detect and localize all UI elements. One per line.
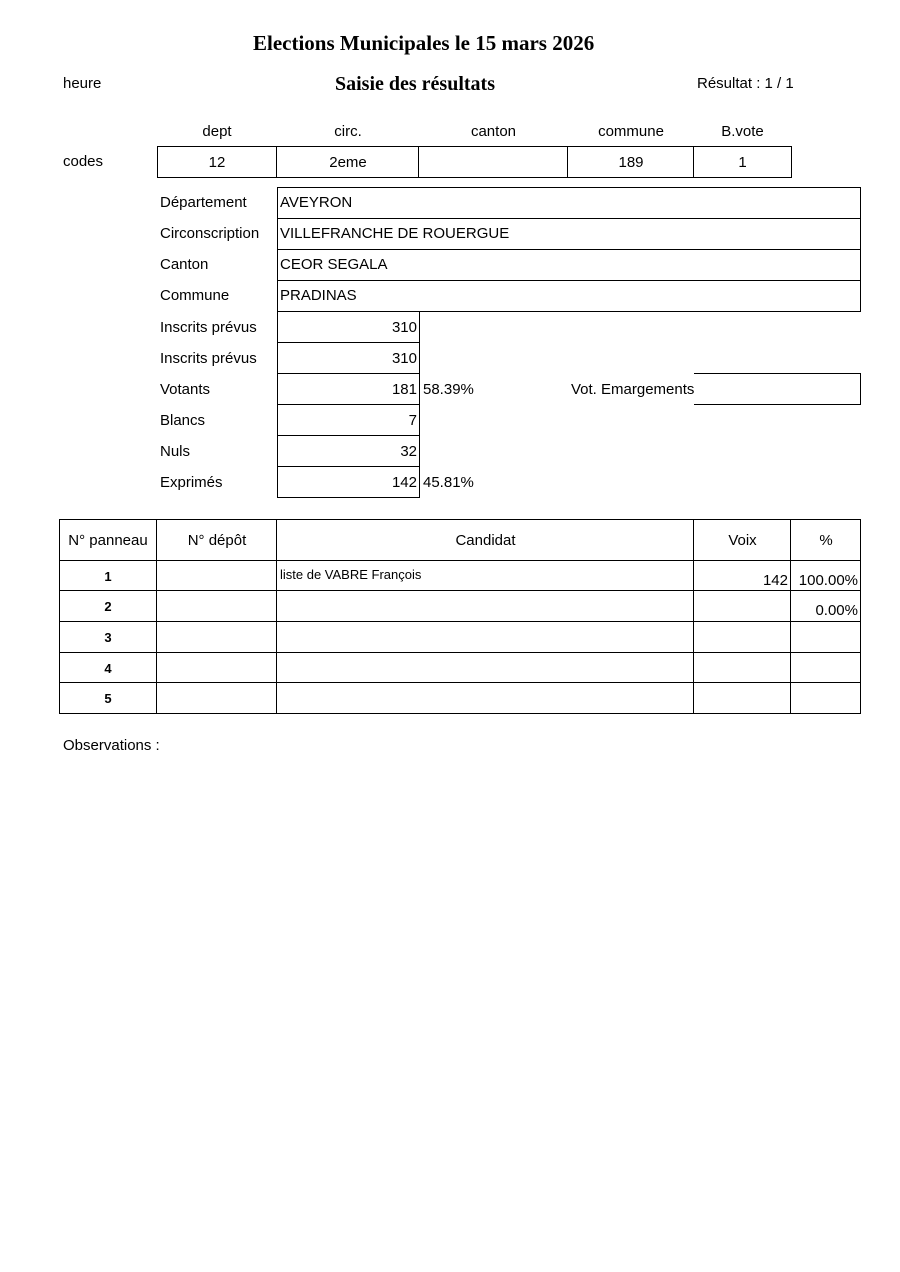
row-panneau: 3 <box>104 630 112 645</box>
exprimes-percent: 45.81% <box>423 474 474 491</box>
code-canton-field[interactable] <box>419 146 568 178</box>
codes-header-commune: commune <box>598 122 664 140</box>
inscrits-field-1[interactable]: 310 <box>391 319 417 336</box>
codes-header-canton: canton <box>470 122 517 140</box>
row-voix[interactable]: 142 <box>762 572 788 589</box>
votants-percent: 58.39% <box>423 381 474 398</box>
blancs-label: Blancs <box>160 412 206 429</box>
header-voix: Voix <box>728 531 757 549</box>
emargements-label: Vot. Emargements <box>571 381 695 398</box>
codes-header-dept: dept <box>202 122 232 140</box>
inscrits-label-2: Inscrits prévus <box>160 350 257 367</box>
departement-label: Département <box>160 194 247 211</box>
row-panneau: 1 <box>104 568 112 584</box>
departement-field[interactable]: AVEYRON <box>280 194 353 211</box>
row-panneau: 5 <box>104 691 112 706</box>
row-panneau: 2 <box>104 599 112 614</box>
header-panneau: N° panneau <box>68 531 148 549</box>
exprimes-label: Exprimés <box>160 474 223 491</box>
codes-header-circ: circ. <box>334 122 362 140</box>
row-depot[interactable] <box>157 622 277 653</box>
row-depot[interactable] <box>157 561 277 591</box>
commune-field[interactable]: PRADINAS <box>280 287 357 304</box>
codes-label: codes <box>63 153 104 170</box>
commune-label: Commune <box>160 287 230 304</box>
circonscription-label: Circonscription <box>160 225 260 242</box>
row-percent: 0.00% <box>815 602 858 619</box>
canton-label: Canton <box>160 256 209 273</box>
row-depot[interactable] <box>157 683 277 714</box>
page-subtitle: Saisie des résultats <box>335 73 495 95</box>
code-bvote-field[interactable]: 1 <box>738 153 747 171</box>
row-depot[interactable] <box>157 653 277 683</box>
votants-label: Votants <box>160 381 211 398</box>
code-dept-field[interactable]: 12 <box>208 153 226 171</box>
row-panneau: 4 <box>104 660 112 676</box>
heure-label: heure <box>63 75 102 92</box>
inscrits-label-1: Inscrits prévus <box>160 319 257 336</box>
circonscription-field[interactable]: VILLEFRANCHE DE ROUERGUE <box>280 225 510 242</box>
exprimes-field[interactable]: 142 <box>391 474 417 491</box>
emargements-field[interactable] <box>694 373 861 405</box>
page-title: Elections Municipales le 15 mars 2026 <box>253 31 595 55</box>
header-percent: % <box>819 531 833 549</box>
code-commune-field[interactable]: 189 <box>618 153 644 171</box>
nuls-label: Nuls <box>160 443 191 460</box>
result-counter: Résultat : 1 / 1 <box>697 75 794 92</box>
nuls-field[interactable]: 32 <box>400 443 417 460</box>
header-candidat: Candidat <box>455 531 516 549</box>
code-circ-field[interactable]: 2eme <box>329 153 367 171</box>
blancs-field[interactable]: 7 <box>408 412 417 429</box>
row-candidat[interactable]: liste de VABRE François <box>280 567 422 582</box>
observations-label: Observations : <box>63 737 160 754</box>
row-percent: 100.00% <box>798 572 858 589</box>
row-depot[interactable] <box>157 591 277 622</box>
header-depot: N° dépôt <box>187 531 247 549</box>
votants-field[interactable]: 181 <box>391 381 417 398</box>
codes-header-bvote: B.vote <box>721 122 764 140</box>
inscrits-field-2[interactable]: 310 <box>391 350 417 367</box>
canton-field[interactable]: CEOR SEGALA <box>280 256 388 273</box>
